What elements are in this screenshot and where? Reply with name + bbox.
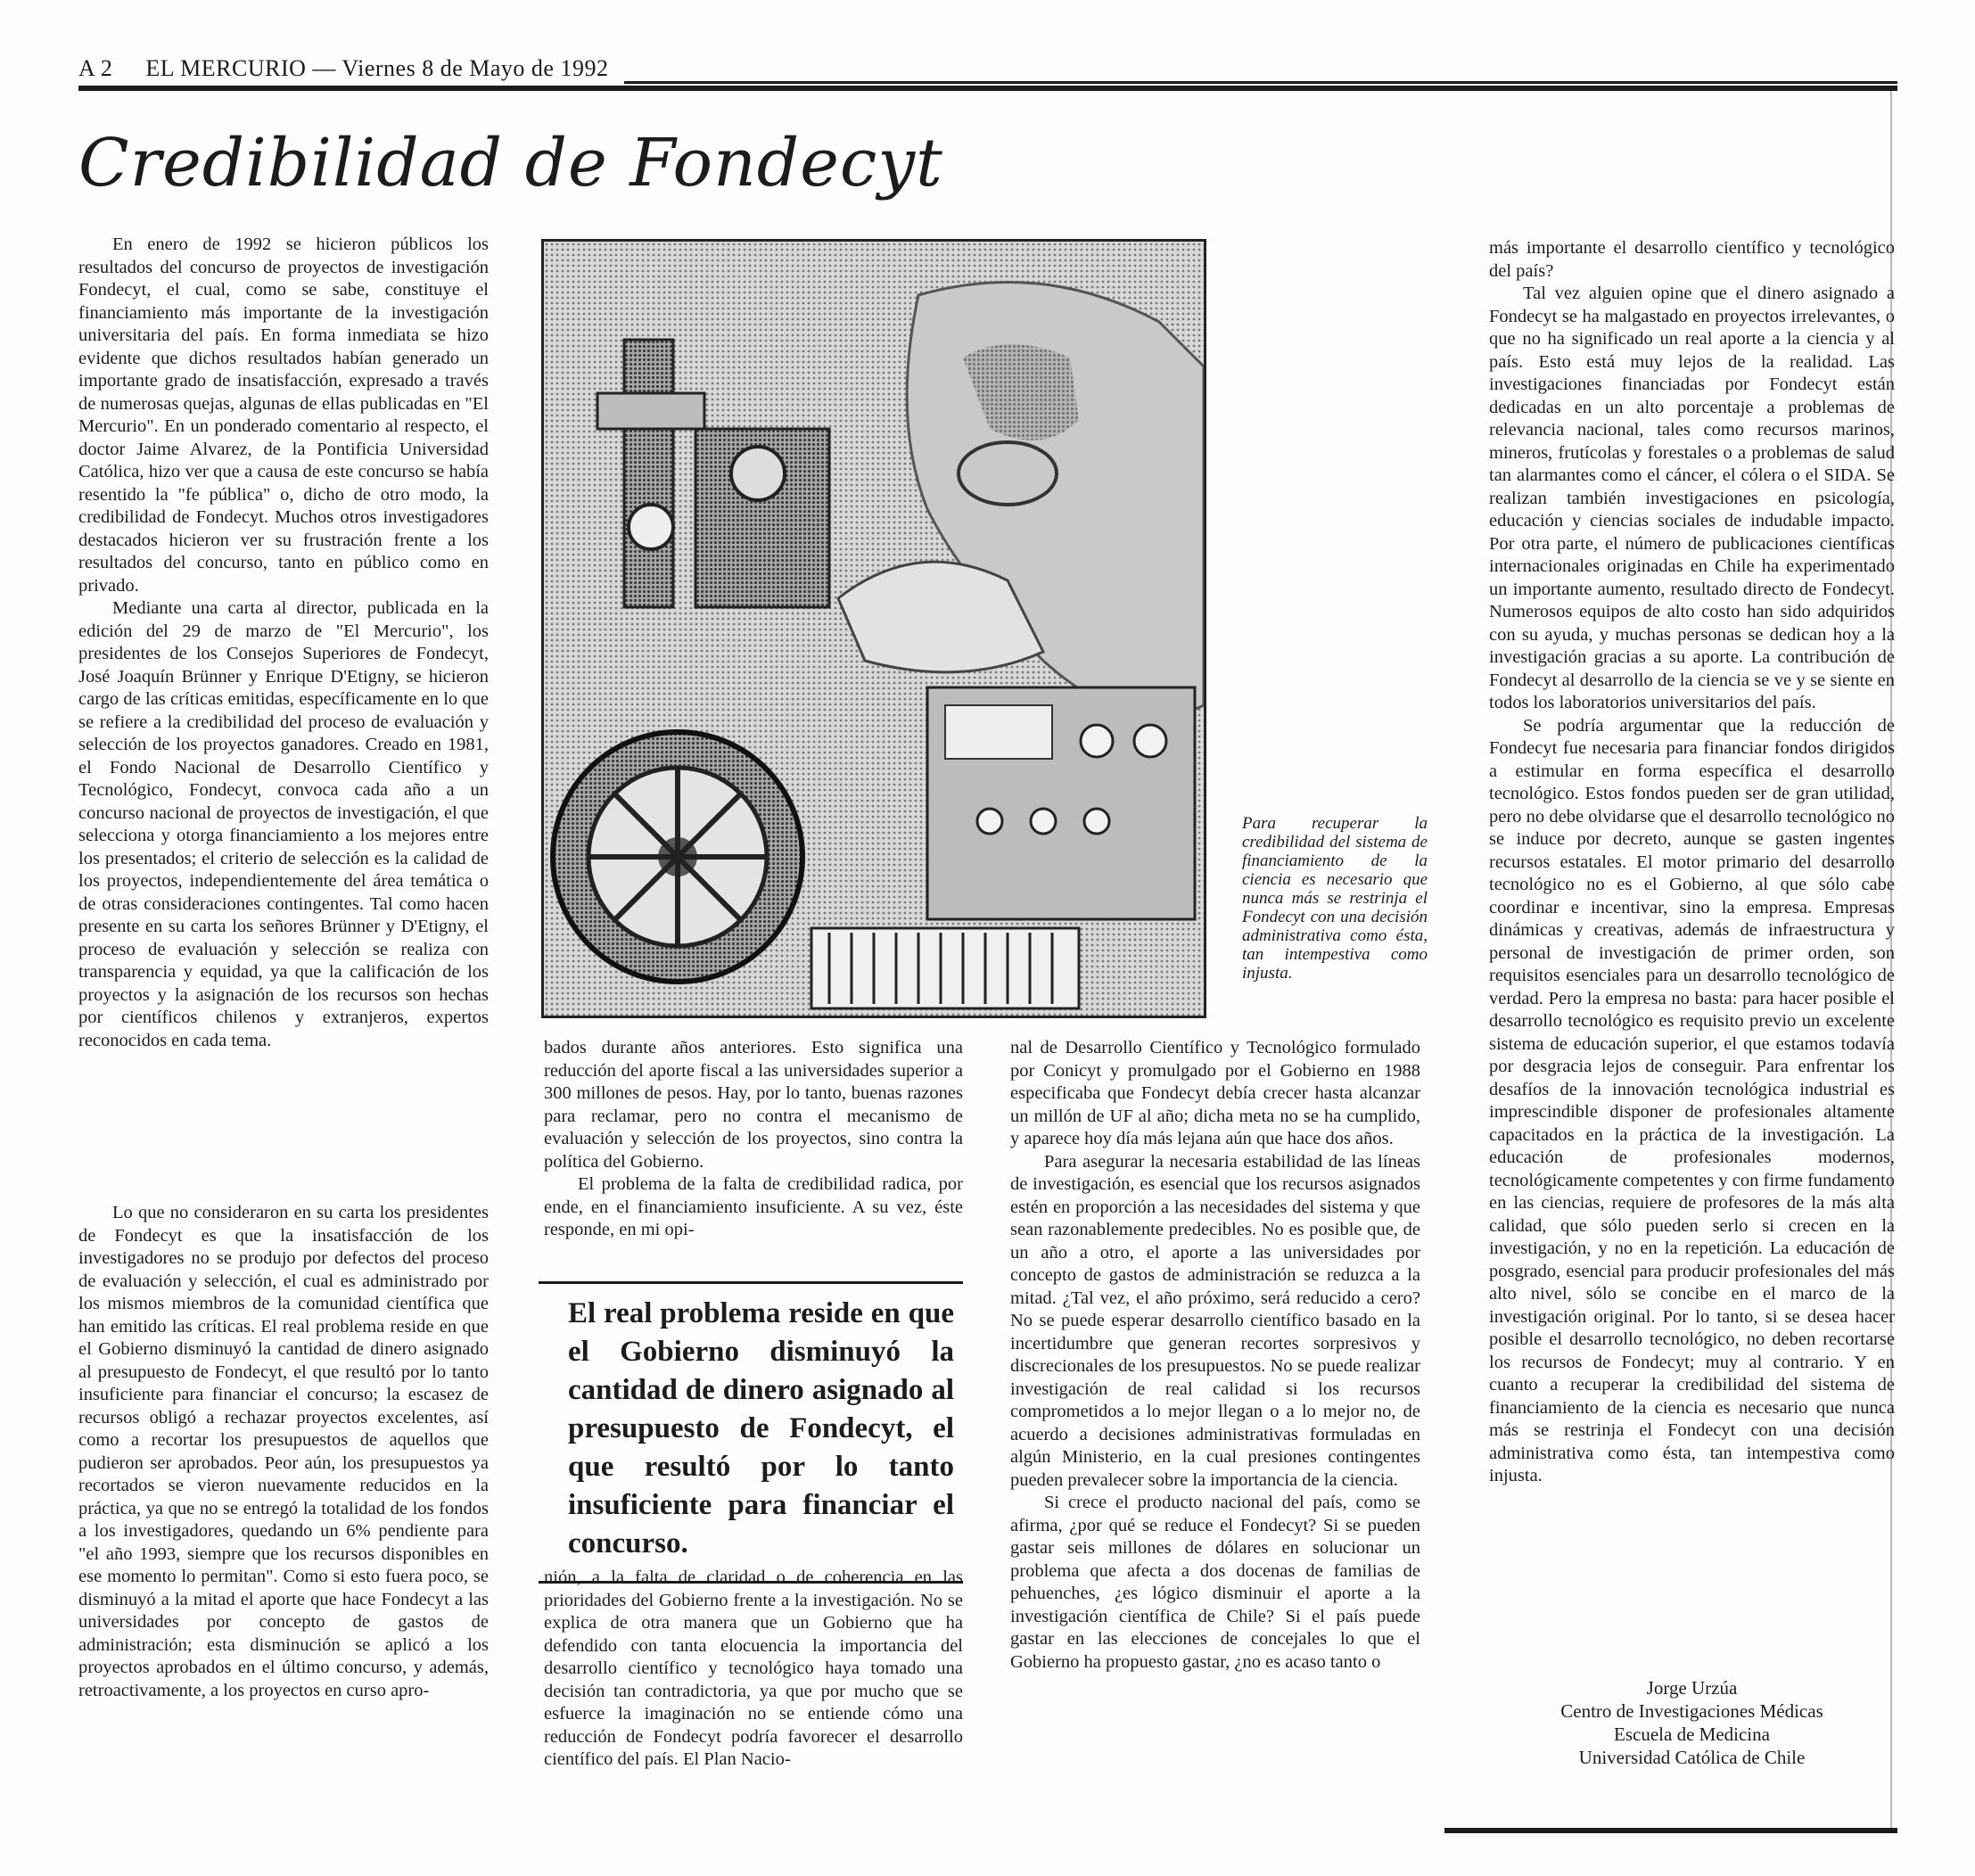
- author-affiliation-3: Universidad Católica de Chile: [1578, 1747, 1806, 1768]
- paragraph: nión, a la falta de claridad o de coherencia en las prioridades del Gobierno frente a la investigación. No se explica de otra manera que un Gobierno que ha defendido con tanta elocuencia la importancia del desarrollo científico y tecnológico haya tomado una decisión tan contradictoria, ya que por mucho que se esfuerce la imaginación no se entiende cómo una reducción de Fondecyt podría favorecer el desarrollo científico del país. El Plan Nacio-: [544, 1567, 963, 1769]
- paragraph: más importante el desarrollo científico y tecnológico del país?: [1489, 238, 1895, 281]
- page-number: A 2: [78, 55, 113, 81]
- paragraph: Si crece el producto nacional del país, como se afirma, ¿por qué se reduce el Fondecyt? Si se pueden gastar seis millones de dólares en solucionar un problema que afecta a dos docenas de familias de pehuenches, ¿es lógico disminuir el aporte a la investigación científica de Chile? Si el país puede gastar en las elecciones de concejales lo que el Gobierno ha propuesto gastar, ¿no es acaso tanto o: [1010, 1493, 1420, 1672]
- photo-caption: Para recuperar la credibilidad del sistema de financiamiento de la ciencia es necesario que nunca más se restrinja el Fondecyt con una decisión administrativa como ésta, tan intempestiva como injusta.: [1242, 814, 1428, 983]
- column-2: [544, 1037, 963, 1242]
- author-affiliation-1: Centro de Investigaciones Médicas: [1560, 1700, 1823, 1722]
- masthead-rule-thin: [624, 81, 1897, 84]
- paragraph: Para asegurar la necesaria estabilidad de las líneas de investigación, es esencial que los recursos asignados estén en proporción a las necesidades del sistema y que sean razonablemente predecibles. No es posible que, de un año a otro, el aporte a las universidades por concepto de gastos de administración se reduzca a la mitad. ¿Tal vez, el año próximo, será reducido a cero? No se puede esperar desarrollo científico basado en la incertidumbre que generan recortes sorpresivos y discrecionales de los presupuestos. No se puede realizar investigación de real calidad si los recursos comprometidos a lo mejor llegan o a lo mejor no, de acuerdo a decisiones administrativas formuladas en algún Ministerio, en la cual presiones contingentes pueden prevalecer sobre la importancia de la ciencia.: [1010, 1151, 1420, 1490]
- masthead-text: EL MERCURIO — Viernes 8 de Mayo de 1992: [145, 55, 609, 81]
- column-1-continued: [78, 1202, 489, 1702]
- paragraph: El problema de la falta de credibilidad radica, por ende, en el financiamiento insuficiente. A su vez, éste responde, en mi opi-: [544, 1174, 963, 1239]
- column-3: [1010, 1037, 1420, 1674]
- paragraph: En enero de 1992 se hicieron públicos los resultados del concurso de proyectos de investigación Fondecyt, el cual, como se sabe, constituye el financiamiento más importante de la investigación universitaria del país. En forma inmediata se hizo evidente que dichos resultados habían generado un importante grado de insatisfacción, expresado a través de numerosas quejas, algunas de ellas publicadas en "El Mercurio". En un ponderado comentario al respecto, el doctor Jaime Alvarez, de la Pontificia Universidad Católica, hizo ver que a causa de este concurso se había resentido la "fe pública" o, dicho de otro modo, la credibilidad de Fondecyt. Muchos otros investigadores destacados hicieron ver su frustración frente a los resultados del concurso, tanto en público como en privado.: [78, 234, 489, 596]
- column-2-continued: [544, 1567, 963, 1772]
- paragraph: nal de Desarrollo Científico y Tecnológico formulado por Conicyt y promulgado por el Gobierno en 1988 especificaba que Fondecyt debía crecer hasta alcanzar un millón de UF al año; dicha meta no se ha cumplido, y aparece hoy día más lejana aún que hace dos años.: [1010, 1038, 1420, 1148]
- column-4: [1489, 237, 1895, 1488]
- paragraph: Lo que no consideraron en su carta los presidentes de Fondecyt es que la insatisfacción de los investigadores no se produjo por defectos del proceso de evaluación y selección, el cual es administrado por los mismos miembros de la comunidad científica que han emitido las críticas. El real problema reside en que el Gobierno disminuyó la cantidad de dinero asignado al presupuesto de Fondecyt, el que resultó por lo tanto insuficiente para financiar el concurso; la escasez de recursos obligó a rechazar proyectos excelentes, así como a recortar los presupuestos de aquellos que pudieron ser aprobados. Peor aún, los presupuestos ya recortados se vieron nuevamente reducidos en la práctica, ya que no se entregó la totalidad de los fondos a los investigadores, quedando un 6% pendiente para "el año 1993, siempre que los recursos disponibles en ese momento lo permitan". Como si esto fuera poco, se disminuyó a la mitad el aporte que hace Fondecyt a las universidades por concepto de gastos de administración; esta disminución se aplicó a los proyectos aprobados en el último concurso, y además, retroactivamente, a los proyectos en curso apro-: [78, 1203, 489, 1700]
- author-signature: [1489, 1676, 1895, 1769]
- masthead: [78, 55, 608, 82]
- pull-quote: [539, 1281, 963, 1584]
- paragraph: bados durante años anteriores. Esto significa una reducción del aporte fiscal a las universidades superior a 300 millones de pesos. Hay, por lo tanto, buenas razones para reclamar, pero no contra el mecanismo de evaluación y selección de los proyectos, sino contra la política del Gobierno.: [544, 1038, 963, 1172]
- paragraph: Se podría argumentar que la reducción de Fondecyt fue necesaria para financiar fondos dirigidos a estimular en forma específica el desarrollo tecnológico. Estos fondos pueden ser de gran utilidad, pero no debe olvidarse que el desarrollo tecnológico no se induce por decreto, aunque se gasten ingentes recursos estatales. El motor primario del desarrollo tecnológico no es el Gobierno, al que sólo cabe coordinar e incentivar, sino la empresa. Empresas dinámicas y creativas, además de infraestructura y personal de investigación de primer orden, son requisitos esenciales para un desarrollo tecnológico de verdad. Pero la empresa no basta: para hacer posible el desarrollo tecnológico es requisito previo un excelente sistema de educación superior, el que estamos todavía por desgracia lejos de conseguir. Para enfrentar los desafíos de la innovación tecnológica industrial es imprescindible disponer de profesionales altamente capacitados en la práctica de la investigación. La educación de profesionales modernos, tecnológicamente competentes y con firme fundamento en las ciencias, requiere de profesores de la más alta calidad, que sólo pueden serlo si crecen en la investigación, y no en la repetición. La educación de posgrado, esencial para producir profesionales del más alto nivel, sólo se concibe en el marco de la investigación original. Por lo tanto, si se desea hacer posible el desarrollo tecnológico, no deben recortarse los recursos de Fondecyt; muy al contrario. Y en cuanto a recuperar la credibilidad del sistema de financiamiento de la ciencia es necesario que nunca más se restrinja el Fondecyt con una decisión administrativa como ésta, tan intempestiva como injusta.: [1489, 715, 1895, 1485]
- lab-photo: [541, 239, 1206, 1018]
- paragraph: Tal vez alguien opine que el dinero asignado a Fondecyt se ha malgastado en proyectos irrelevantes, o que no ha significado un real aporte a la ciencia y al país. Esto está muy lejos de la realidad. Las investigaciones financiadas por Fondecyt están dedicadas en un alto porcentaje a problemas de relevancia nacional, tales como recursos marinos, mineros, frutícolas y forestales o a problemas de salud tan alarmantes como el cáncer, el cólera o el SIDA. Se realizan también investigaciones en psicología, educación y ciencias sociales de indudable impacto. Por otra parte, el número de publicaciones científicas internacionales originadas en Chile ha experimentado un importante aumento, resultado directo de Fondecyt. Numerosos equipos de alto costo han sido adquiridos con su ayuda, y muchas personas se dedican hoy a la investigación gracias a su aporte. La contribución de Fondecyt al desarrollo de la ciencia se ve y se siente en todos los laboratorios universitarios del país.: [1489, 284, 1895, 712]
- masthead-rule: [78, 86, 1897, 91]
- laboratory-scientist-image: [544, 242, 1204, 1016]
- author-affiliation-2: Escuela de Medicina: [1614, 1724, 1770, 1745]
- author-name: Jorge Urzúa: [1646, 1677, 1738, 1699]
- closing-rule: [1444, 1828, 1897, 1833]
- paragraph: Mediante una carta al director, publicada en la edición del 29 de marzo de "El Mercurio", los presidentes de los Consejos Superiores de Fondecyt, José Joaquín Brünner y Enrique D'Etigny, se hicieron cargo de las críticas emitidas, específicamente en lo que se refiere a la credibilidad del proceso de evaluación y selección de los proyectos ganadores. Creado en 1981, el Fondo Nacional de Desarrollo Científico y Tecnológico, Fondecyt, convoca cada año a un concurso nacional de proyectos de investigación, el que selecciona y otorga financiamiento a los mejores entre los presentados; el criterio de selección es la calidad de los proyectos, independientemente del área temática o de otras consideraciones contingentes. Tal como hacen presente en su carta los señores Brünner y D'Etigny, el proceso de evaluación y selección se realiza con transparencia y equidad, ya que la calificación de los proyectos y la asignación de los recursos son hechas por científicos chilenos y extranjeros, expertos reconocidos en cada tema.: [78, 598, 489, 1050]
- article-headline: Credibilidad de Fondecyt: [78, 125, 943, 202]
- column-1: [78, 234, 489, 1052]
- pull-quote-text: El real problema reside en que el Gobierno disminuyó la cantidad de dinero asignado al presupuesto de Fondecyt, el que resultó por lo tanto insuficiente para financiar el concurso.: [568, 1297, 954, 1559]
